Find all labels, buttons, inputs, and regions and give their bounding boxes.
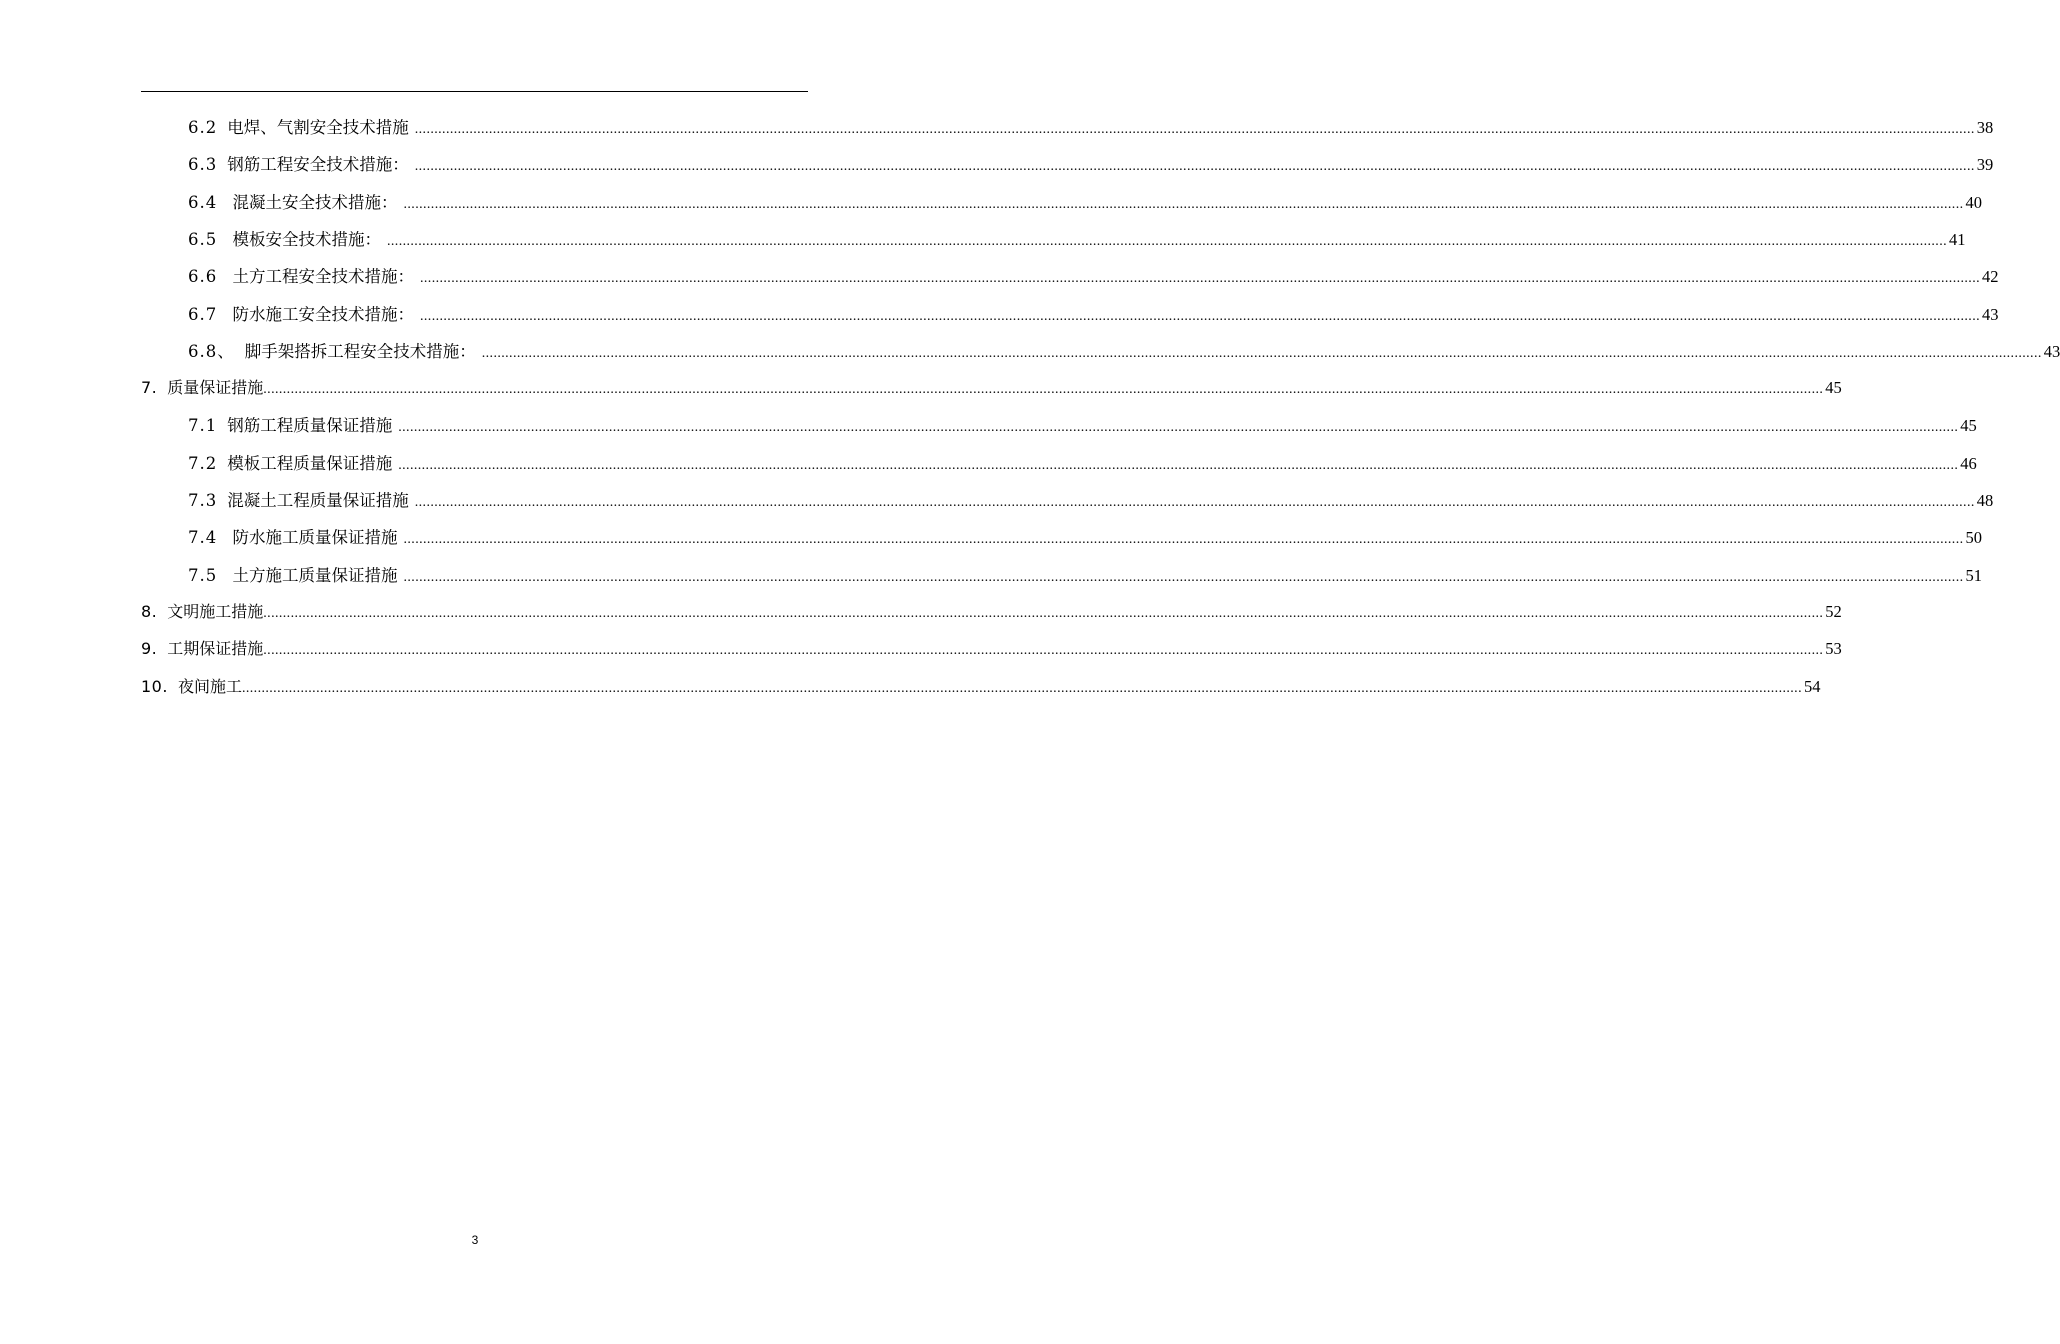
toc-entry[interactable] <box>141 301 1999 338</box>
toc-entry-page: 41 <box>1949 229 1966 249</box>
toc-entry-page: 45 <box>1825 378 1842 398</box>
toc-entry-page: 51 <box>1965 565 1982 585</box>
toc-entry[interactable] <box>141 450 1977 487</box>
toc-dot-leader: ................................................................................................................................................................................................................................................................................................................................................................................................................ <box>263 643 1824 659</box>
toc-entry[interactable] <box>141 114 1994 151</box>
toc-entry-page: 42 <box>1982 267 1999 287</box>
toc-entry-number: 6.4 <box>188 192 218 212</box>
toc-entry[interactable] <box>141 674 1821 711</box>
toc-entry-page: 45 <box>1960 416 1977 436</box>
toc-entry[interactable] <box>141 636 1842 673</box>
toc-dot-leader: ................................................................................................................................................................................................................................................................................................................................................................................................................ <box>414 495 1975 510</box>
toc-dot-leader: ................................................................................................................................................................................................................................................................................................................................................................................................................ <box>398 457 1959 473</box>
toc-entry-title: 防水施工安全技术措施： <box>227 304 414 324</box>
toc-entry[interactable] <box>141 226 1966 263</box>
toc-entry[interactable] <box>141 487 1994 524</box>
toc-entry-title: 土方工程安全技术措施： <box>227 267 414 287</box>
toc-entry-number: 10. <box>141 676 168 696</box>
toc-entry-number: 7.3 <box>188 491 218 510</box>
toc-dot-leader: ................................................................................................................................................................................................................................................................................................................................................................................................................ <box>241 680 1802 696</box>
toc-entry-page: 54 <box>1803 676 1821 696</box>
toc-entry-number: 6.3 <box>188 155 218 175</box>
toc-entry[interactable] <box>141 524 1982 561</box>
toc-entry-title: 工期保证措施 <box>167 639 264 659</box>
toc-entry-number: 6.6 <box>188 267 218 287</box>
toc-entry-number: 8. <box>141 601 158 621</box>
toc-entry-number: 7.2 <box>188 453 218 473</box>
toc-entry[interactable] <box>141 338 2060 375</box>
toc-entry-title: 电焊、气割安全技术措施 <box>227 118 409 137</box>
toc-entry-page: 48 <box>1976 491 1994 510</box>
toc-dot-leader: ................................................................................................................................................................................................................................................................................................................................................................................................................ <box>420 308 1980 324</box>
toc-entry-title: 混凝土安全技术措施： <box>227 192 398 212</box>
toc-entry-number: 7.4 <box>188 528 218 548</box>
toc-dot-leader: ................................................................................................................................................................................................................................................................................................................................................................................................................ <box>403 532 1964 548</box>
toc-entry-page: 43 <box>1982 304 1999 324</box>
toc-entry-title: 防水施工质量保证措施 <box>227 528 398 548</box>
toc-dot-leader: ................................................................................................................................................................................................................................................................................................................................................................................................................ <box>387 233 1947 249</box>
toc-dot-leader: ................................................................................................................................................................................................................................................................................................................................................................................................................ <box>403 569 1964 585</box>
toc-entry-title: 土方施工质量保证措施 <box>227 565 398 585</box>
toc-entry-title: 混凝土工程质量保证措施 <box>227 491 409 510</box>
toc-dot-leader: ................................................................................................................................................................................................................................................................................................................................................................................................................ <box>414 122 1975 137</box>
toc-entry-number: 9. <box>141 639 158 659</box>
toc-entry-title: 夜间施工 <box>177 676 242 696</box>
toc-entry-title: 钢筋工程安全技术措施： <box>227 155 409 175</box>
toc-entry-page: 50 <box>1965 528 1982 548</box>
toc-entry-number: 6.8、 <box>188 341 235 361</box>
toc-entry-page: 43 <box>2043 341 2060 361</box>
page-number: 3 <box>471 1233 479 1247</box>
toc-entry-title: 文明施工措施 <box>167 601 264 621</box>
toc-entry[interactable] <box>141 562 1982 599</box>
toc-entry-number: 7. <box>141 378 158 398</box>
toc-entry-page: 46 <box>1960 453 1977 473</box>
toc-entry-number: 6.2 <box>188 118 218 137</box>
toc-entry-number: 7.1 <box>188 416 218 436</box>
toc-dot-leader: ................................................................................................................................................................................................................................................................................................................................................................................................................ <box>403 196 1964 212</box>
toc-entry[interactable] <box>141 599 1842 636</box>
header-rule <box>141 91 808 92</box>
toc-entry-title: 模板工程质量保证措施 <box>227 453 393 473</box>
toc-entry-title: 脚手架搭拆工程安全技术措施： <box>244 341 476 361</box>
toc-entry-page: 40 <box>1965 192 1982 212</box>
toc-entry-number: 7.5 <box>188 565 218 585</box>
toc-entry-title: 钢筋工程质量保证措施 <box>227 416 393 436</box>
toc-entry[interactable] <box>141 151 1994 188</box>
toc-dot-leader: ................................................................................................................................................................................................................................................................................................................................................................................................................ <box>398 420 1959 436</box>
toc-dot-leader: ................................................................................................................................................................................................................................................................................................................................................................................................................ <box>414 159 1975 175</box>
toc-entry[interactable] <box>141 189 1982 226</box>
toc-entry-page: 39 <box>1976 155 1994 175</box>
toc-dot-leader: ................................................................................................................................................................................................................................................................................................................................................................................................................ <box>263 382 1824 398</box>
toc-entry[interactable] <box>141 263 1999 300</box>
toc-entry-page: 38 <box>1976 118 1994 137</box>
toc-dot-leader: ................................................................................................................................................................................................................................................................................................................................................................................................................ <box>481 345 2042 361</box>
toc-entry-title: 质量保证措施 <box>167 378 264 398</box>
toc-entry-number: 6.5 <box>188 229 218 249</box>
toc-entry-page: 52 <box>1825 601 1842 621</box>
toc-entry[interactable] <box>141 412 1977 449</box>
toc-dot-leader: ................................................................................................................................................................................................................................................................................................................................................................................................................ <box>420 271 1980 287</box>
toc-entry-number: 6.7 <box>188 304 218 324</box>
toc-entry-page: 53 <box>1825 639 1842 659</box>
toc-entry-title: 模板安全技术措施： <box>227 229 381 249</box>
toc-entry[interactable] <box>141 375 1842 412</box>
toc-dot-leader: ................................................................................................................................................................................................................................................................................................................................................................................................................ <box>263 605 1824 621</box>
